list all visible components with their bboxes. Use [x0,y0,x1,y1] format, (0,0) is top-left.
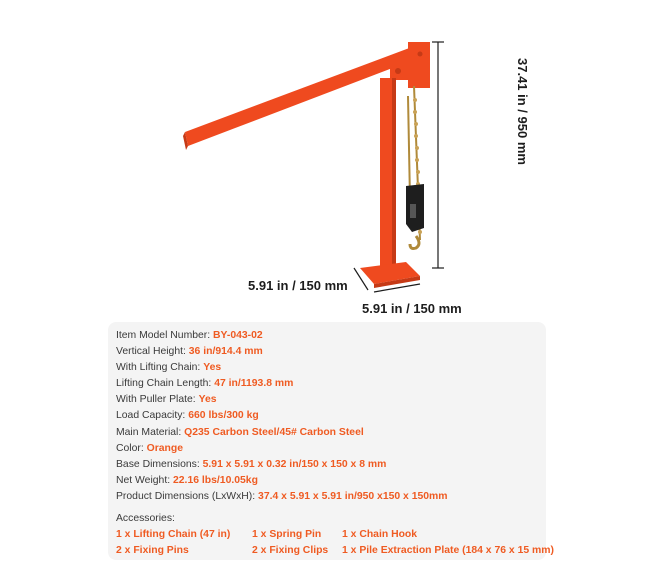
specifications-card [108,322,554,560]
spec-row-base-dimensions: Base Dimensions: 5.91 x 5.91 x 0.32 in/150 x 150 x 8 mm [116,458,387,470]
head-bracket [408,42,430,88]
accessories-title: Accessories: [116,513,175,525]
spec-row-lifting-chain: With Lifting Chain: Yes [116,362,222,374]
spec-row-model: Item Model Number: BY-043-02 [116,330,263,341]
height-dimension-line [432,42,444,268]
spec-row-material: Main Material: Q235 Carbon Steel/45# Carbon Steel [116,426,364,438]
accessory-item: 1 x Spring Pin [252,529,322,541]
base-width-dimension: 5.91 in / 150 mm [248,278,348,293]
spec-row-puller-plate: With Puller Plate: Yes [116,394,217,406]
accessories-list [116,527,554,559]
spec-row-product-dimensions: Product Dimensions (LxWxH): 37.4 x 5.91 x 5.91 in/950 x150 x 150mm [116,490,448,502]
spec-row-vertical-height: Vertical Height: 36 in/914.4 mm [116,346,263,358]
accessory-item: 1 x Pile Extraction Plate (184 x 76 x 15 mm) [342,545,554,557]
spec-row-net-weight: Net Weight: 22.16 lbs/10.05kg [116,474,258,486]
product-image-area [90,0,560,318]
accessory-item: 1 x Chain Hook [342,529,418,541]
accessory-item: 1 x Lifting Chain (47 in) [116,529,231,541]
spec-row-load-capacity: Load Capacity: 660 lbs/300 kg [116,410,259,422]
spec-row-color: Color: Orange [116,442,183,454]
accessory-item: 2 x Fixing Pins [116,545,189,557]
spec-row-chain-length: Lifting Chain Length: 47 in/1193.8 mm [116,378,294,390]
accessory-item: 2 x Fixing Clips [252,545,329,557]
base-depth-dimension: 5.91 in / 150 mm [362,301,462,316]
post-puller-illustration [90,0,560,318]
height-dimension: 37.41 in / 950 mm [515,58,530,165]
chain-hook [410,236,419,249]
